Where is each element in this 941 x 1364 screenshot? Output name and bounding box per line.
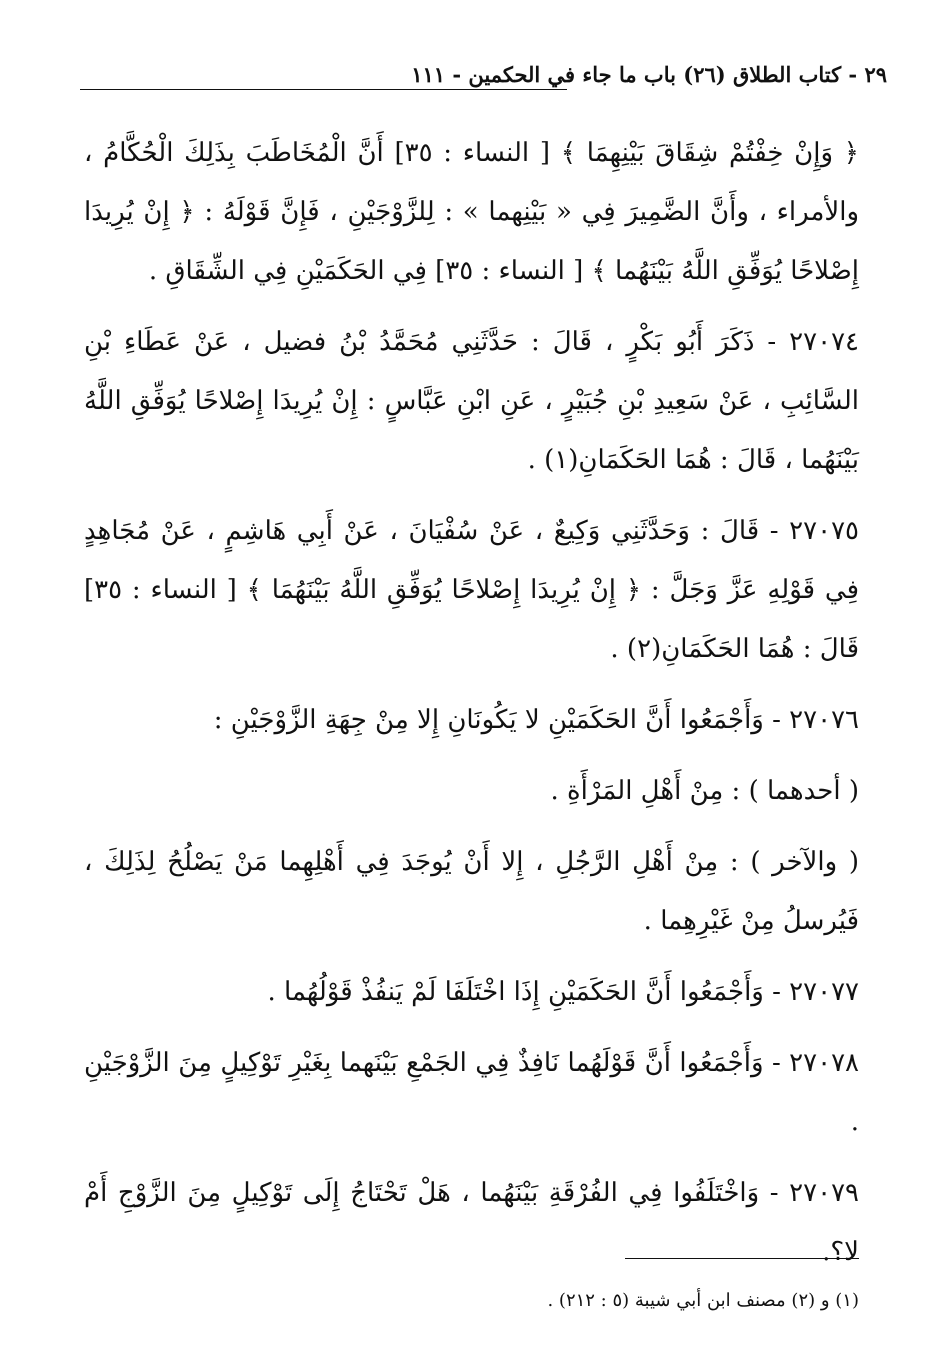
paragraph-27075: ٢٧٠٧٥ - قَالَ : وَحَدَّثَنِي وَكِيعٌ ، عَنْ سُفْيَانَ ، عَنْ أَبِي هَاشِمٍ ، عَنْ مُجَاهِدٍ فِي قَوْلِهِ عَزَّ وَجَلَّ : ﴿ إِنْ يُرِيدَا إِصْلاحًا يُوَفِّقِ اللَّهُ بَيْنَهُمَا ﴾ [ النساء : ٣٥] قَالَ : هُمَا الحَكَمَانِ(٢) . — [84, 516, 859, 664]
header-rule — [80, 89, 567, 90]
paragraph-27074: ٢٧٠٧٤ - ذَكَرَ أَبُو بَكْرٍ ، قَالَ : حَدَّثَنِي مُحَمَّدُ بْنُ فضيل ، عَنْ عَطَاءِ بْنِ السَّائِبِ ، عَنْ سَعِيدِ بْنِ جُبَيْرٍ ، عَنِ ابْنِ عَبَّاسٍ : إِنْ يُرِيدَا إِصْلاحًا يُوَفِّقِ اللَّهُ بَيْنَهُما ، قَالَ : هُمَا الحَكَمَانِ(١) . — [84, 327, 859, 475]
paragraph-first-arbiter: ( أحدهما ) : مِنْ أَهْلِ المَرْأَةِ . — [550, 776, 859, 806]
main-text — [84, 124, 859, 1282]
paragraph-second-arbiter: ( والآخر ) : مِنْ أَهْلِ الرَّجُلِ ، إِلا أَنْ يُوجَدَ فِي أَهْلِهِما مَنْ يَصْلُحُ لِذَلِكَ ، فَيُرسلُ مِنْ غَيْرِهِما . — [84, 847, 859, 936]
paragraph-27076: ٢٧٠٧٦ - وَأَجْمَعُوا أَنَّ الحَكَمَيْنِ لا يَكُونَانِ إِلا مِنْ جِهَةِ الزَّوْجَيْنِ : — [213, 705, 859, 735]
paragraph-intro: ﴿ وَإِنْ خِفْتُمْ شِقَاقَ بَيْنِهِمَا ﴾ [ النساء : ٣٥] أَنَّ الْمُخَاطَبَ بِذَلِكَ الْحُكَّامُ ، والأمراء ، وأَنَّ الضَّمِيرَ فِي « بَيْنِهما » : لِلزَّوْجَيْنِ ، فَإِنَّ قَوْلَهُ : ﴿ إِنْ يُرِيدَا إِصْلاحًا يُوَفِّقِ اللَّهُ بَيْنَهُما ﴾ [ النساء : ٣٥] فِي الحَكَمَيْنِ فِي الشِّقَاقِ . — [84, 138, 859, 286]
paragraph-27079: ٢٧٠٧٩ - وَاخْتَلَفُوا فِي الفُرْقَةِ بَيْنَهُما ، هَلْ تَحْتَاجُ إِلَى تَوْكِيلٍ مِنَ الزَّوْجِ أَمْ لا؟. — [84, 1178, 859, 1267]
footnote: (١) و (٢) مصنف ابن أبي شيبة (٥ : ٢١٢) . — [547, 1290, 859, 1311]
running-header — [80, 62, 887, 96]
paragraph-27077: ٢٧٠٧٧ - وَأَجْمَعُوا أَنَّ الحَكَمَيْنِ إِذَا اخْتَلَفَا لَمْ يَنفُذْ قَوْلُهُما . — [267, 977, 859, 1007]
paragraph-27078: ٢٧٠٧٨ - وَأَجْمَعُوا أَنَّ قَوْلَهُما نَافِذٌ فِي الجَمْعِ بَيْنَهما بِغَيْرِ تَوْكِيلٍ مِنَ الزَّوْجَيْنِ . — [84, 1048, 859, 1137]
footnote-rule — [625, 1258, 859, 1259]
running-title: ٢٩ - كتاب الطلاق (٢٦) باب ما جاء في الحكمين - ١١١ — [411, 62, 887, 87]
